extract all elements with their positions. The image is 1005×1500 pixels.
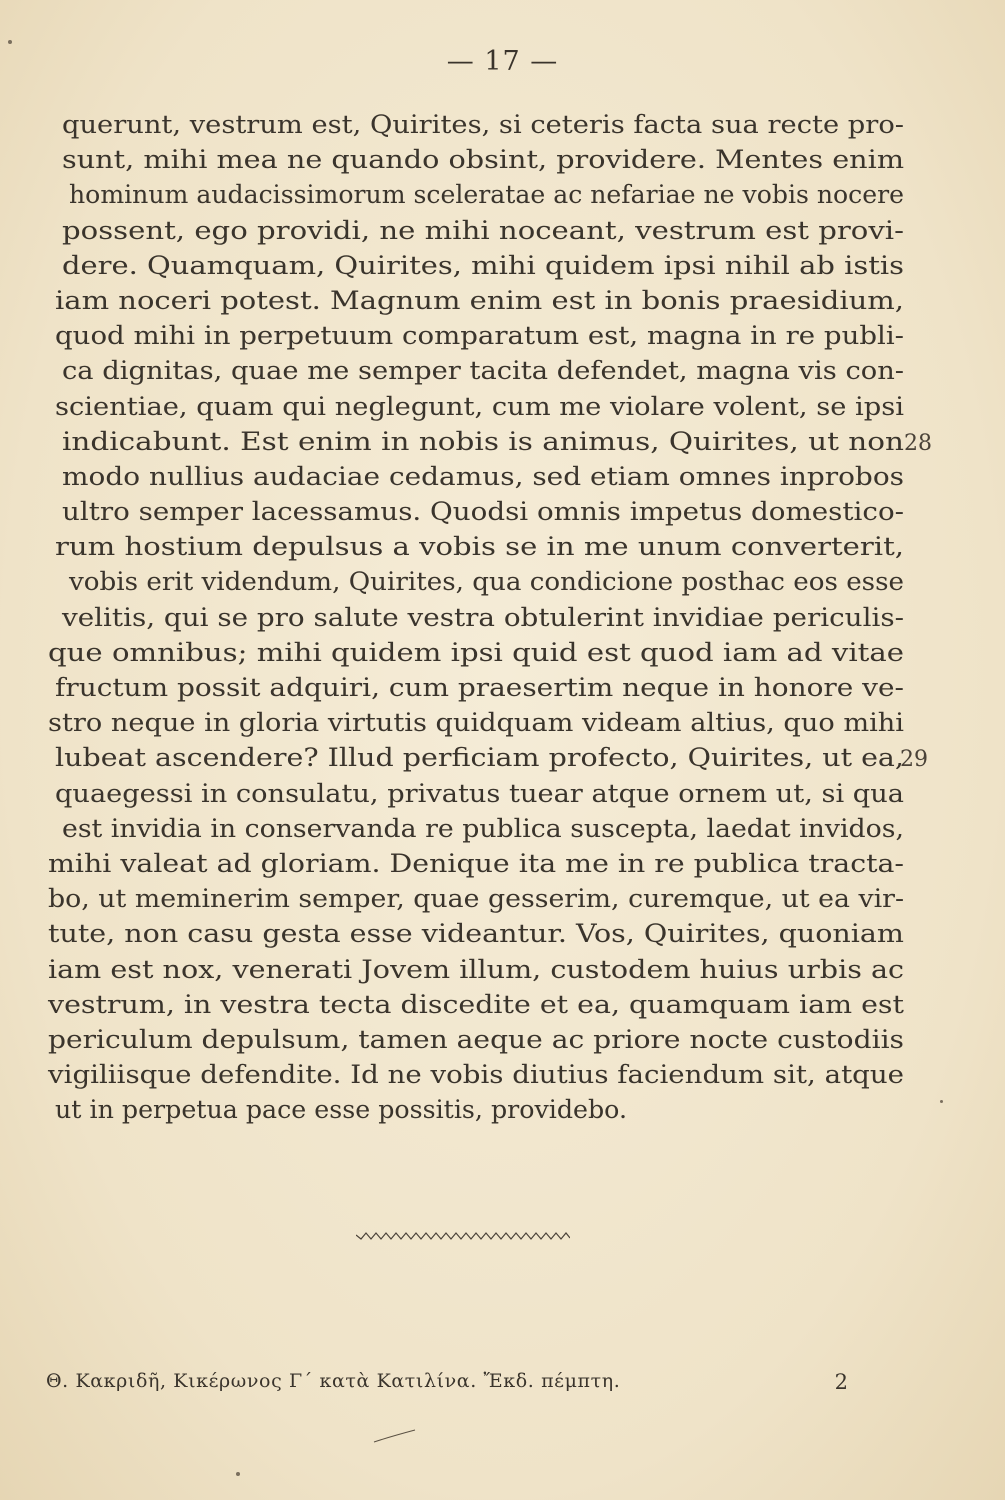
line-text: stro neque in gloria virtutis quidquam videam altius, quo mihi	[48, 708, 904, 738]
paper-speck	[940, 1100, 943, 1103]
text-line	[0, 177, 1005, 212]
signature-mark: 2	[834, 1370, 848, 1394]
line-text: possent, ego providi, ne mihi noceant, vestrum est provi-	[62, 215, 904, 245]
text-line	[0, 424, 1005, 459]
line-text: vestrum, in vestra tecta discedite et ea, quamquam iam est	[48, 989, 904, 1019]
paper-speck	[8, 40, 12, 44]
line-text: sunt, mihi mea ne quando obsint, providere. Mentes enim	[62, 145, 905, 175]
line-text: ca dignitas, quae me semper tacita defendet, magna vis con-	[62, 356, 905, 386]
text-line	[0, 1057, 1005, 1092]
line-text: vobis erit videndum, Quirites, qua condicione posthac eos esse	[69, 567, 905, 597]
text-line	[0, 107, 1005, 142]
line-text: scientiae, quam qui neglegunt, cum me violare volent, se ipsi	[55, 391, 905, 421]
line-text: iam est nox, venerati Jovem illum, custodem huius urbis ac	[48, 954, 905, 984]
text-line	[0, 881, 1005, 916]
text-line	[0, 916, 1005, 951]
text-line	[0, 670, 1005, 705]
text-line	[0, 389, 1005, 424]
text-line	[0, 353, 1005, 388]
line-text: lubeat ascendere? Illud perficiam profecto, Quirites, ut ea,	[55, 743, 904, 773]
footer-citation: Θ. Κακριδῆ, Κικέρωνος Γ΄ κατὰ Κατιλίνα. Ἔκδ. πέμπτη.	[46, 1370, 621, 1392]
line-text: fructum possit adquiri, cum praesertim neque in honore ve-	[55, 673, 904, 702]
text-line	[0, 318, 1005, 353]
page-number: — 17 —	[446, 46, 559, 77]
line-text: bo, ut meminerim semper, quae gesserim, curemque, ut ea vir-	[48, 884, 905, 914]
text-line	[0, 846, 1005, 881]
text-line	[0, 248, 1005, 283]
line-text: rum hostium depulsus a vobis se in me unum converterit,	[55, 532, 905, 562]
ink-stroke	[372, 1428, 417, 1444]
text-line	[0, 811, 1005, 846]
text-line	[0, 283, 1005, 318]
text-line	[0, 952, 1005, 987]
text-line	[0, 564, 1005, 599]
line-text: ultro semper lacessamus. Quodsi omnis impetus domestico-	[62, 497, 905, 527]
text-line	[0, 776, 1005, 811]
text-line	[0, 1092, 1005, 1127]
line-text: quod mihi in perpetuum comparatum est, magna in re publi-	[55, 321, 905, 351]
text-line	[0, 529, 1005, 564]
text-line	[0, 740, 1005, 775]
line-text: est invidia in conservanda re publica suscepta, laedat invidos,	[62, 813, 905, 843]
line-text: iam noceri potest. Magnum enim est in bonis praesidium,	[55, 285, 905, 315]
decorative-rule	[356, 1229, 570, 1243]
line-text: dere. Quamquam, Quirites, mihi quidem ipsi nihil ab istis	[62, 250, 905, 280]
margin-section-number: 29	[900, 747, 928, 773]
line-text: periculum depulsum, tamen aeque ac priore nocte custodiis	[48, 1024, 904, 1054]
text-line	[0, 600, 1005, 635]
text-line	[0, 1022, 1005, 1057]
text-line	[0, 213, 1005, 248]
line-text: indicabunt. Est enim in nobis is animus, Quirites, ut non	[62, 426, 904, 456]
footer	[46, 1362, 956, 1398]
line-text: que omnibus; mihi quidem ipsi quid est quod iam ad vitae	[48, 637, 904, 667]
line-text: modo nullius audaciae cedamus, sed etiam omnes inprobos	[62, 461, 905, 491]
line-text: quaegessi in consulatu, privatus tuear atque ornem ut, si qua	[55, 778, 904, 808]
line-text: mihi valeat ad gloriam. Denique ita me in re publica tracta-	[48, 848, 905, 878]
text-line	[0, 142, 1005, 177]
body-text	[0, 107, 1005, 1127]
line-text: querunt, vestrum est, Quirites, si ceteris facta sua recte pro-	[62, 110, 904, 139]
line-text: hominum audacissimorum sceleratae ac nefariae ne vobis nocere	[69, 180, 905, 210]
line-text: tute, non casu gesta esse videantur. Vos, Quirites, quoniam	[48, 919, 904, 949]
margin-section-number: 28	[904, 430, 932, 456]
text-line	[0, 705, 1005, 740]
paper-speck	[236, 1472, 240, 1476]
text-line	[0, 987, 1005, 1022]
text-line	[0, 635, 1005, 670]
line-text: ut in perpetua pace esse possitis, providebo.	[55, 1095, 628, 1125]
line-text: vigiliisque defendite. Id ne vobis diutius faciendum sit, atque	[48, 1060, 905, 1090]
text-line	[0, 494, 1005, 529]
line-text: velitis, qui se pro salute vestra obtulerint invidiae periculis-	[62, 602, 905, 632]
text-line	[0, 459, 1005, 494]
